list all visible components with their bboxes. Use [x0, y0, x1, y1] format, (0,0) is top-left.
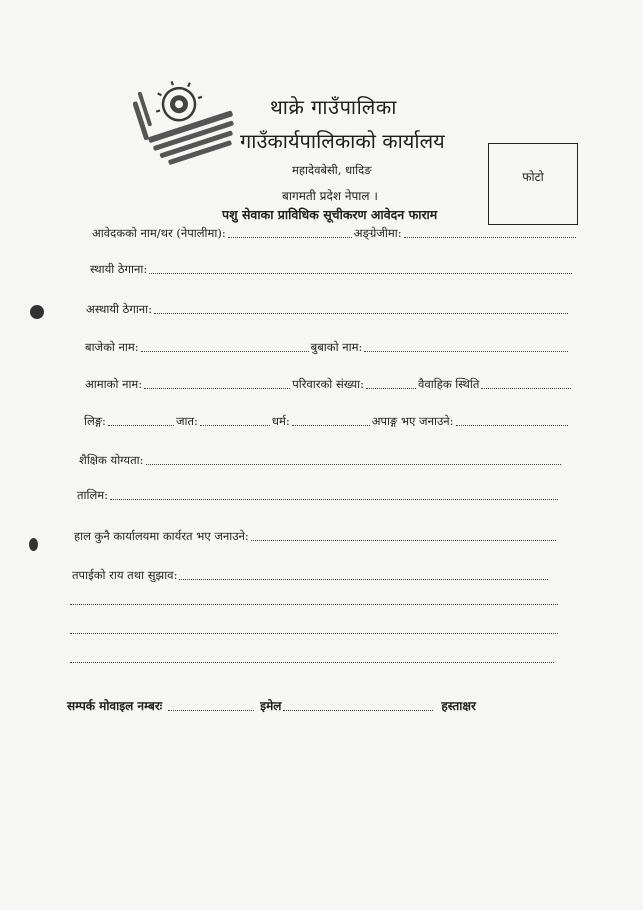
temporary-address-row [86, 302, 570, 317]
punch-hole-bottom [29, 538, 38, 551]
father-name-label: बुबाको नाम: [310, 340, 363, 354]
disability-input[interactable] [456, 424, 568, 426]
opinion-input-2[interactable] [70, 603, 558, 605]
grandfather-father-row [85, 340, 570, 355]
permanent-address-label: स्थायी ठेगाना: [90, 262, 148, 276]
training-label: तालिम: [77, 488, 109, 502]
mother-name-input[interactable] [144, 387, 290, 389]
marital-status-label: वैवाहिक स्थिति [417, 377, 480, 391]
opinion-line-3 [68, 632, 560, 637]
religion-input[interactable] [292, 424, 370, 426]
address-line-1: महादेवबेसी, धादिङ [292, 163, 372, 177]
family-count-label: परिवारको संख्या: [292, 377, 364, 391]
family-count-input[interactable] [366, 387, 416, 389]
signature-label: हस्ताक्षर [441, 699, 476, 713]
mother-family-row [85, 377, 573, 392]
opinion-line-4 [68, 661, 556, 666]
opinion-input-4[interactable] [70, 661, 554, 663]
gender-input[interactable] [108, 424, 174, 426]
training-row [77, 488, 560, 503]
grandfather-name-input[interactable] [141, 350, 309, 352]
education-row [79, 453, 563, 468]
education-label: शैक्षिक योग्यता: [79, 453, 144, 467]
form-title: पशु सेवाका प्राविधिक सूचीकरण आवेदन फाराम [222, 207, 438, 222]
religion-label: धर्म: [271, 414, 290, 428]
office-name: गाउँकार्यपालिकाको कार्यालय [240, 129, 445, 153]
opinion-label: तपाईको राय तथा सुझाव: [72, 568, 178, 582]
municipality-name: थाक्रे गाउँपालिका [270, 95, 397, 119]
education-input[interactable] [146, 463, 562, 465]
address-line-2: बागमती प्रदेश नेपाल । [282, 189, 378, 203]
permanent-address-row [90, 262, 574, 277]
father-name-input[interactable] [364, 350, 568, 352]
caste-input[interactable] [200, 424, 270, 426]
gender-label: लिङ्ग: [84, 414, 106, 428]
mobile-input[interactable] [168, 709, 254, 711]
disability-label: अपाङ्ग भए जनाउने: [371, 414, 454, 428]
training-input[interactable] [110, 498, 558, 500]
name-english-label: अङ्ग्रेजीमा: [353, 226, 402, 240]
photo-box[interactable] [488, 143, 578, 225]
contact-row [67, 697, 497, 714]
temporary-address-label: अस्थायी ठेगाना: [86, 302, 153, 316]
current-office-input[interactable] [251, 539, 556, 541]
name-nepali-input[interactable] [228, 236, 352, 238]
mobile-label: सम्पर्क मोवाइल नम्बरः [67, 699, 163, 713]
temporary-address-input[interactable] [154, 312, 568, 314]
marital-status-input[interactable] [481, 387, 571, 389]
name-english-input[interactable] [404, 236, 576, 238]
gender-caste-row [84, 414, 570, 429]
opinion-line-2 [68, 603, 560, 608]
opinion-row [72, 568, 550, 583]
email-label: इमेल [260, 699, 282, 713]
current-office-row [74, 529, 558, 544]
grandfather-name-label: बाजेको नाम: [85, 340, 139, 354]
current-office-label: हाल कुनै कार्यालयमा कार्यरत भए जनाउने: [74, 529, 249, 543]
email-input[interactable] [283, 709, 433, 711]
opinion-input-3[interactable] [70, 632, 558, 634]
municipality-seal-logo [133, 72, 245, 172]
mother-name-label: आमाको नाम: [85, 377, 143, 391]
opinion-input[interactable] [179, 578, 548, 580]
punch-hole-top [30, 305, 44, 319]
photo-label: फोटो [522, 170, 544, 184]
permanent-address-input[interactable] [149, 272, 572, 274]
name-row [92, 226, 578, 241]
caste-label: जात: [175, 414, 198, 428]
name-nepali-label: आवेदकको नाम/थर (नेपालीमा): [92, 226, 226, 240]
